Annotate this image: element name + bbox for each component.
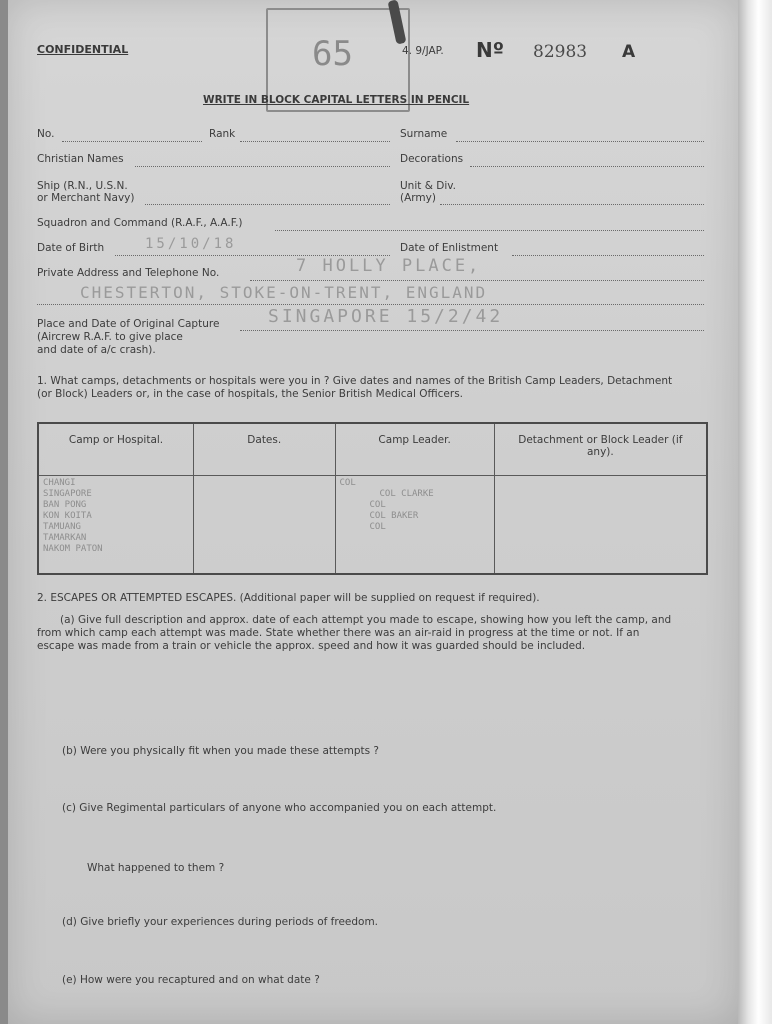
camp-entry: SINGAPORE — [43, 489, 92, 499]
section2e: (e) How were you recaptured and on what date ? — [62, 974, 320, 986]
section2a-line2: from which camp each attempt was made. State whether there was an air-raid in progress at the time or not. If an — [37, 627, 640, 639]
capture-value: SINGAPORE 15/2/42 — [268, 306, 504, 327]
squadron-label: Squadron and Command (R.A.F., A.A.F.) — [37, 217, 243, 229]
section1-line1: 1. What camps, detachments or hospitals were you in ? Give dates and names of the British Camp Leaders, Detachment — [37, 375, 673, 387]
christian-names-label: Christian Names — [37, 153, 124, 165]
camp-entry: BAN PONG — [43, 500, 87, 510]
col-detachment-header: Detachment or Block Leader (if any). — [494, 423, 707, 476]
capture-label-2: (Aircrew R.A.F. to give place — [37, 331, 183, 343]
capture-label-3: and date of a/c crash). — [37, 344, 156, 356]
section2d: (d) Give briefly your experiences during periods of freedom. — [62, 916, 379, 928]
unit-label: Unit & Div. — [400, 180, 456, 192]
dates-cell — [194, 476, 335, 575]
confidential-label: CONFIDENTIAL — [37, 43, 129, 56]
dob-value: 15/10/18 — [145, 236, 237, 252]
camp-entry: TAMARKAN — [43, 533, 87, 543]
col-camp-header: Camp or Hospital. — [38, 423, 194, 476]
stamp-number: 65 — [312, 34, 353, 74]
page-edge — [738, 0, 772, 1024]
section1-line2: (or Block) Leaders or, in the case of hospitals, the Senior British Medical Officers. — [37, 388, 464, 400]
leader-entry: COL BAKER — [369, 511, 419, 521]
detachment-cell — [494, 476, 707, 575]
camp-entry: KON KOITA — [43, 511, 92, 521]
col-dates-header: Dates. — [194, 423, 335, 476]
camps-table — [37, 422, 708, 575]
section2b: (b) Were you physically fit when you made these attempts ? — [62, 745, 379, 757]
surname-label: Surname — [400, 128, 448, 140]
decorations-label: Decorations — [400, 153, 464, 165]
address-line-2: CHESTERTON, STOKE-ON-TRENT, ENGLAND — [80, 283, 488, 302]
enlistment-label: Date of Enlistment — [400, 242, 499, 254]
no-label: No. — [37, 128, 55, 140]
ship-label: Ship (R.N., U.S.N. — [37, 180, 128, 192]
section2c: (c) Give Regimental particulars of anyone who accompanied you on each attempt. — [62, 802, 497, 814]
rank-label: Rank — [209, 128, 236, 140]
form-number: 82983 — [533, 42, 588, 62]
camp-entry: TAMUANG — [43, 522, 81, 532]
dob-label: Date of Birth — [37, 242, 105, 254]
address-label: Private Address and Telephone No. — [37, 267, 220, 279]
leader-entry: COL — [369, 500, 386, 510]
leader-entry: COL CLARKE — [379, 489, 434, 499]
section2-heading: 2. ESCAPES OR ATTEMPTED ESCAPES. (Additional paper will be supplied on request if required). — [37, 592, 540, 604]
unit-label-2: (Army) — [400, 192, 436, 204]
camp-entry: CHANGI — [43, 478, 76, 488]
col-leader-header: Camp Leader. — [335, 423, 494, 476]
camp-entry: NAKOM PATON — [43, 544, 103, 554]
ship-label-2: or Merchant Navy) — [37, 192, 135, 204]
number-label: Nº — [476, 38, 505, 62]
camp-cell — [38, 476, 194, 575]
section2a-line3: escape was made from a train or vehicle the approx. speed and how it was guarded should be included. — [37, 640, 586, 652]
form-title: WRITE IN BLOCK CAPITAL LETTERS IN PENCIL — [203, 94, 470, 106]
capture-label: Place and Date of Original Capture — [37, 318, 220, 330]
leader-cell — [335, 476, 494, 575]
leader-entry: COL — [369, 522, 386, 532]
address-line-1: 7 HOLLY PLACE, — [296, 256, 482, 276]
section2a-line1: (a) Give full description and approx. date of each attempt you made to escape, showing how you left the camp, and — [60, 614, 672, 626]
form-suffix: A — [622, 42, 636, 62]
form-code: 4. 9/JAP. — [402, 45, 444, 57]
leader-entry: COL — [339, 478, 356, 488]
section2c-followup: What happened to them ? — [87, 862, 225, 874]
